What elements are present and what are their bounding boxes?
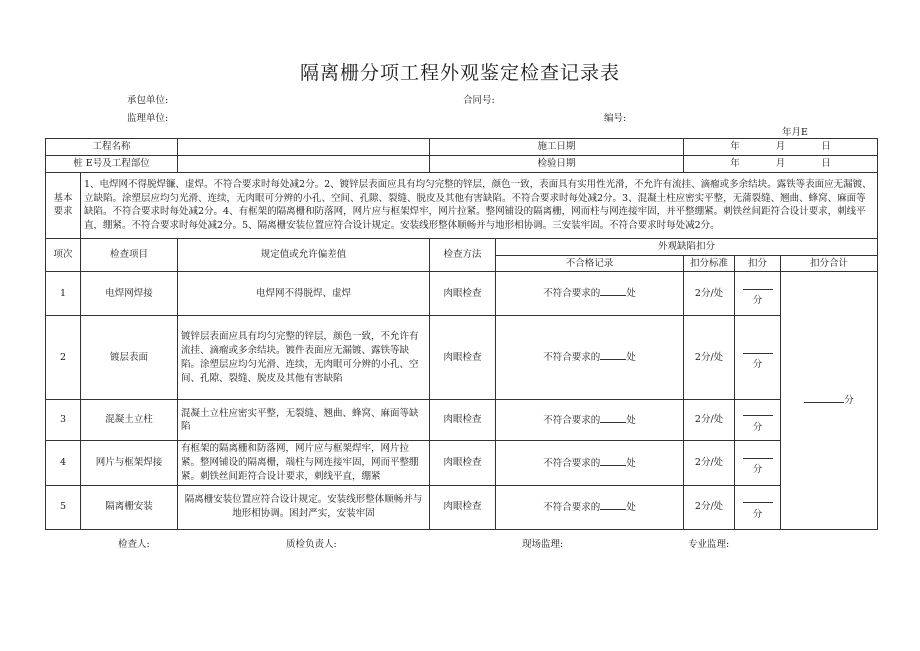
construction-date-value[interactable] [684,139,878,156]
count-blank[interactable] [600,350,626,360]
row-item: 隔离栅安装 [81,485,178,529]
col-deduct: 扣分 [735,255,781,272]
pile-no-value[interactable] [178,156,430,173]
contract-no-label: 合同号: [463,95,495,106]
row-no: 1 [46,272,81,316]
date-day: 日 [821,158,831,169]
record-suffix: 处 [626,501,636,513]
record-suffix: 处 [626,288,636,300]
record-prefix: 不符合要求的 [543,288,601,300]
row-no: 2 [46,316,81,400]
date-mark: 年月E [782,127,808,138]
row-no: 5 [46,485,81,529]
requirements-label: 基本要求 [46,172,81,238]
inspection-date-value[interactable] [684,156,878,173]
inspection-table [45,138,878,530]
construction-date-label: 施工日期 [430,139,684,156]
contractor-label: 承包单位: [127,95,169,106]
col-item: 检查项目 [81,238,178,272]
total-blank[interactable] [804,393,844,403]
count-blank[interactable] [600,413,626,423]
pile-no-label: 桩 E号及工程部位 [46,156,178,173]
row-standard: 2分/处 [684,316,735,400]
row-method: 肉眼检查 [430,441,496,485]
inspector-label: 检查人: [118,539,150,550]
row-standard: 2分/处 [684,485,735,529]
row-record[interactable] [496,400,684,441]
deduct-unit: 分 [752,464,763,476]
row-item: 混凝土立柱 [81,400,178,441]
row-method: 肉眼检查 [430,272,496,316]
row-standard: 2分/处 [684,441,735,485]
count-blank[interactable] [600,286,626,296]
record-prefix: 不符合要求的 [543,352,601,364]
quality-lead-label: 质检负责人: [286,539,337,550]
row-no: 4 [46,441,81,485]
record-suffix: 处 [626,414,636,426]
col-spec: 规定值或允许偏差值 [178,238,430,272]
requirements-row [46,172,878,238]
site-supervisor-label: 现场监理: [522,539,564,550]
row-spec: 镀锌层表面应具有均匀完整的锌层，颜色一致，不允许有流挂、滴瘤或多余结块。镀件表面应无漏镀、露铁等缺陷。涂塑层应均匀光滑、连续，无肉眼可分辨的小孔、空间、孔隙、裂缝、脱皮及其他有害缺陷 [178,316,430,400]
date-year: 年 [730,141,740,153]
table-row [46,316,878,400]
total-unit: 分 [844,395,854,407]
row-deduct[interactable] [735,316,781,400]
deduct-blank[interactable] [743,280,773,290]
record-suffix: 处 [626,457,636,469]
deduct-unit: 分 [752,508,763,520]
count-blank[interactable] [600,456,626,466]
row-record[interactable] [496,316,684,400]
row-standard: 2分/处 [684,272,735,316]
deduct-unit: 分 [752,421,763,433]
row-deduct[interactable] [735,441,781,485]
project-name-label: 工程名称 [46,139,178,156]
record-prefix: 不符合要求的 [543,501,601,513]
info-row-project [46,139,878,156]
page-title: 隔离栅分项工程外观鉴定检查记录表 [299,62,620,84]
table-row [46,485,878,529]
requirements-text: 1、电焊网不得脱焊镰、虚焊。不符合要求时每处减2分。2、镀锌层表面应具有均匀完整的锌层，颜色一致，表面具有实用性光滑，不允许有流挂、滴瘤或多余结块。露铁等表面应无漏镀、立缺陷。涂塑层应均匀光滑、连续，无肉眼可分辨的小孔、空间、孔隙、裂缝、脱皮及其他有害缺陷。不符合要求时每处减2分。3、混凝土柱应密实平整，无蒲裂缝、翘曲、蜂窝、麻面等缺陷。不符合要求时每处减2分。4、有框架的隔离栅和防落网，网片应与框架焊牢，网片拉紧。整网铺设的隔离栅，网而柱与网连接牢固，并平整绷紧。刺铁丝间距符合设计要求，刺线平直，绷紧。不符合要求时每处减2分。5、隔离栅安装位置应符合设计规定。安装线形整体顺畅并与地形相协调。三安装牢固。不符合要求时每处减2分。 [81,172,878,238]
deduct-blank[interactable] [743,449,773,459]
record-prefix: 不符合要求的 [543,414,601,426]
deduct-blank[interactable] [743,493,773,503]
row-item: 网片与框架焊接 [81,441,178,485]
row-record[interactable] [496,272,684,316]
row-spec: 有框架的隔离栅和防落网，网片应与框架焊牢，网片拉紧。整网铺设的隔离栅，端柱与网连接牢固，网而平整绷紧。刺铁丝间距符合设计要求，刺线平直，绷紧 [178,441,430,485]
inspection-date-label: 检验日期 [430,156,684,173]
date-year: 年 [730,158,740,169]
info-row-pile [46,156,878,173]
total-cell[interactable] [781,272,878,529]
date-month: 月 [775,141,786,153]
row-method: 肉眼检查 [430,485,496,529]
table-row [46,272,878,316]
supervisor-label: 监理单位: [127,113,169,124]
col-total: 扣分合计 [781,255,878,272]
date-day: 日 [821,141,831,153]
specialist-supervisor-label: 专业监理: [688,539,730,550]
row-method: 肉眼检查 [430,316,496,400]
row-item: 镀层表面 [81,316,178,400]
column-header-row [46,238,878,255]
deduct-unit: 分 [752,295,763,307]
count-blank[interactable] [600,500,626,510]
col-defects: 外观缺陷扣分 [496,238,878,255]
col-method: 检查方法 [430,238,496,272]
record-suffix: 处 [626,352,636,364]
row-deduct[interactable] [735,272,781,316]
record-prefix: 不符合要求的 [543,457,601,469]
row-record[interactable] [496,441,684,485]
row-spec: 隔离栅安装位置应符合设计规定。安装线形整体顺畅并与地形相协调。困封严实，安装牢固 [178,485,430,529]
row-method: 肉眼检查 [430,400,496,441]
row-record[interactable] [496,485,684,529]
deduct-blank[interactable] [743,406,773,416]
date-month: 月 [775,158,786,169]
deduct-blank[interactable] [743,344,773,354]
serial-no-label: 编号: [604,113,627,124]
deduct-unit: 分 [752,359,763,371]
row-deduct[interactable] [735,485,781,529]
row-deduct[interactable] [735,400,781,441]
col-no: 项次 [46,238,81,272]
row-item: 电焊网焊接 [81,272,178,316]
row-spec: 混凝土立柱应密实平整，无裂缝、翘曲、蜂窝、麻面等缺陷 [178,400,430,441]
table-row [46,441,878,485]
col-record: 不合格记录 [496,255,684,272]
row-standard: 2分/处 [684,400,735,441]
project-name-value[interactable] [178,139,430,156]
row-spec: 电焊网不得脱焊、虚焊 [178,272,430,316]
table-row [46,400,878,441]
row-no: 3 [46,400,81,441]
col-standard: 扣分标准 [684,255,735,272]
